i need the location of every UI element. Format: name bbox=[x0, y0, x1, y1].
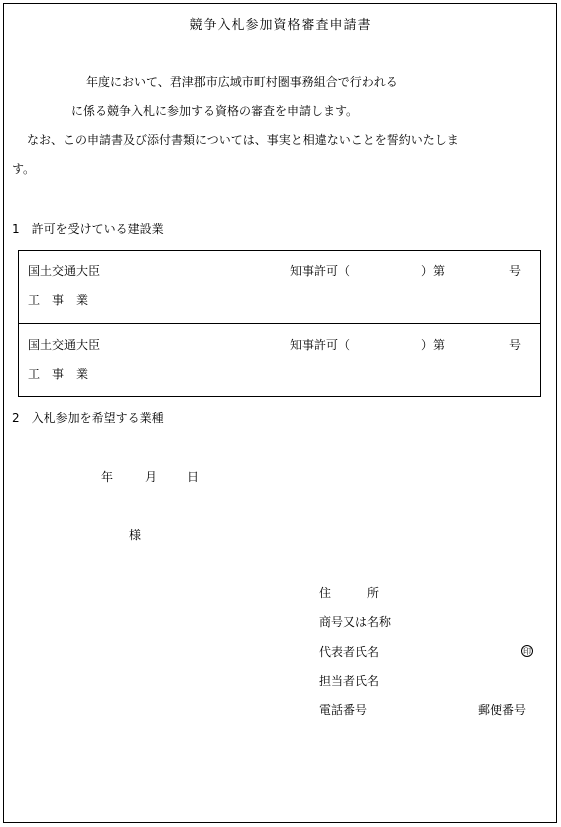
row1-minister-label: 国土交通大臣 bbox=[28, 264, 101, 278]
date-month: 月 bbox=[145, 470, 158, 484]
row2-go-label: 号 bbox=[509, 338, 522, 352]
row1-governor-label: 知事許可（ bbox=[290, 264, 351, 278]
document-title: 競争入札参加資格審査申請書 bbox=[189, 18, 372, 33]
section2-heading: 2 入札参加を希望する業種 bbox=[12, 411, 164, 425]
row2-governor-label: 知事許可（ bbox=[290, 338, 351, 352]
date-year: 年 bbox=[101, 470, 114, 484]
row2-work-label: 工 事 業 bbox=[28, 367, 89, 381]
row1-go-label: 号 bbox=[509, 264, 522, 278]
applicant-phone-label: 電話番号 bbox=[319, 703, 368, 717]
applicant-representative-label: 代表者氏名 bbox=[319, 645, 380, 659]
date-day: 日 bbox=[187, 470, 200, 484]
row2-number-label: ）第 bbox=[421, 338, 446, 352]
intro-line-1: 年度において、君津郡市広域市町村圏事務組合で行われる bbox=[86, 75, 398, 89]
license-table-divider bbox=[19, 323, 540, 324]
applicant-postal-label: 郵便番号 bbox=[478, 703, 527, 717]
seal-mark: 印 bbox=[523, 647, 531, 656]
intro-line-4: す。 bbox=[12, 162, 36, 176]
applicant-name-label: 商号又は名称 bbox=[319, 615, 392, 629]
intro-line-2: に係る競争入札に参加する資格の審査を申請します。 bbox=[71, 104, 359, 118]
addressee-sama: 様 bbox=[129, 528, 142, 542]
intro-line-3: なお、この申請書及び添付書類については、事実と相違ないことを誓約いたしま bbox=[27, 133, 459, 147]
row2-minister-label: 国土交通大臣 bbox=[28, 338, 101, 352]
applicant-address-label: 住 所 bbox=[319, 586, 380, 600]
row1-work-label: 工 事 業 bbox=[28, 293, 89, 307]
applicant-person-in-charge-label: 担当者氏名 bbox=[319, 674, 380, 688]
section1-heading: 1 許可を受けている建設業 bbox=[12, 222, 164, 236]
row1-number-label: ）第 bbox=[421, 264, 446, 278]
